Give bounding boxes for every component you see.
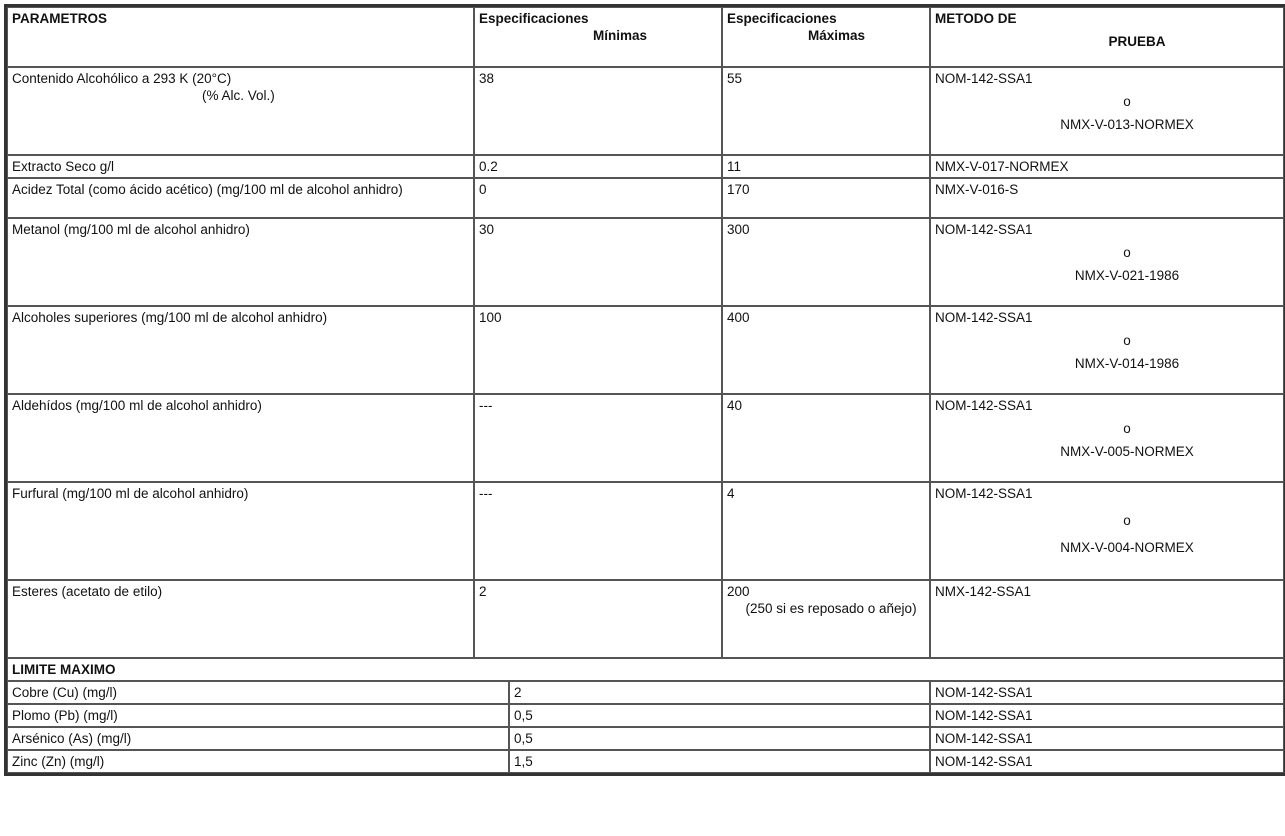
limit-method: NOM-142-SSA1 — [930, 704, 1284, 727]
header-parametros: PARAMETROS — [7, 7, 474, 67]
min-cell: 2 — [474, 580, 722, 658]
param-cell: Metanol (mg/100 ml de alcohol anhidro) — [7, 218, 474, 306]
max-cell: 40 — [722, 394, 930, 482]
param-cell: Alcoholes superiores (mg/100 ml de alcohol anhidro) — [7, 306, 474, 394]
max-cell: 170 — [722, 178, 930, 218]
param-cell: Esteres (acetato de etilo) — [7, 580, 474, 658]
max-cell: 4 — [722, 482, 930, 580]
param-cell: Extracto Seco g/l — [7, 155, 474, 178]
param-cell: Contenido Alcohólico a 293 K (20°C) (% Alc. Vol.) — [7, 67, 474, 155]
limit-value: 2 — [509, 681, 930, 704]
table-row — [7, 67, 1284, 155]
table-row — [7, 482, 1284, 580]
limit-method: NOM-142-SSA1 — [930, 750, 1284, 773]
limit-row — [7, 750, 1284, 773]
limit-method: NOM-142-SSA1 — [930, 681, 1284, 704]
limit-value: 0,5 — [509, 704, 930, 727]
min-cell: 100 — [474, 306, 722, 394]
table-row — [7, 580, 1284, 658]
max-cell: 200 (250 si es reposado o añejo) — [722, 580, 930, 658]
method-cell: NMX-V-017-NORMEX — [930, 155, 1284, 178]
method-cell: NMX-142-SSA1 — [930, 580, 1284, 658]
min-cell: 38 — [474, 67, 722, 155]
method-cell: NOM-142-SSA1 o NMX-V-004-NORMEX — [930, 482, 1284, 580]
limit-value: 0,5 — [509, 727, 930, 750]
limits-section-row — [7, 658, 1284, 681]
header-row — [7, 7, 1284, 67]
limit-value: 1,5 — [509, 750, 930, 773]
min-cell: --- — [474, 394, 722, 482]
limit-param: Plomo (Pb) (mg/l) — [7, 704, 509, 727]
method-cell: NOM-142-SSA1 o NMX-V-021-1986 — [930, 218, 1284, 306]
table-row — [7, 155, 1284, 178]
method-cell: NOM-142-SSA1 o NMX-V-013-NORMEX — [930, 67, 1284, 155]
spec-table-wrapper — [4, 4, 1281, 776]
table-row — [7, 178, 1284, 218]
header-min: Especificaciones Mínimas — [474, 7, 722, 67]
min-cell: 0.2 — [474, 155, 722, 178]
min-cell: --- — [474, 482, 722, 580]
limit-row — [7, 727, 1284, 750]
limit-row — [7, 704, 1284, 727]
param-cell: Acidez Total (como ácido acético) (mg/100 ml de alcohol anhidro) — [7, 178, 474, 218]
min-cell: 0 — [474, 178, 722, 218]
table-row — [7, 306, 1284, 394]
max-cell: 400 — [722, 306, 930, 394]
header-method: METODO DE PRUEBA — [930, 7, 1284, 67]
max-cell: 11 — [722, 155, 930, 178]
header-max: Especificaciones Máximas — [722, 7, 930, 67]
max-cell: 55 — [722, 67, 930, 155]
method-cell: NMX-V-016-S — [930, 178, 1284, 218]
table-row — [7, 394, 1284, 482]
limits-title: LIMITE MAXIMO — [7, 658, 1284, 681]
max-cell: 300 — [722, 218, 930, 306]
spec-table — [4, 4, 1285, 776]
limit-param: Arsénico (As) (mg/l) — [7, 727, 509, 750]
limit-method: NOM-142-SSA1 — [930, 727, 1284, 750]
limit-row — [7, 681, 1284, 704]
min-cell: 30 — [474, 218, 722, 306]
limit-param: Cobre (Cu) (mg/l) — [7, 681, 509, 704]
method-cell: NOM-142-SSA1 o NMX-V-014-1986 — [930, 306, 1284, 394]
method-cell: NOM-142-SSA1 o NMX-V-005-NORMEX — [930, 394, 1284, 482]
param-cell: Furfural (mg/100 ml de alcohol anhidro) — [7, 482, 474, 580]
param-cell: Aldehídos (mg/100 ml de alcohol anhidro) — [7, 394, 474, 482]
table-row — [7, 218, 1284, 306]
limit-param: Zinc (Zn) (mg/l) — [7, 750, 509, 773]
